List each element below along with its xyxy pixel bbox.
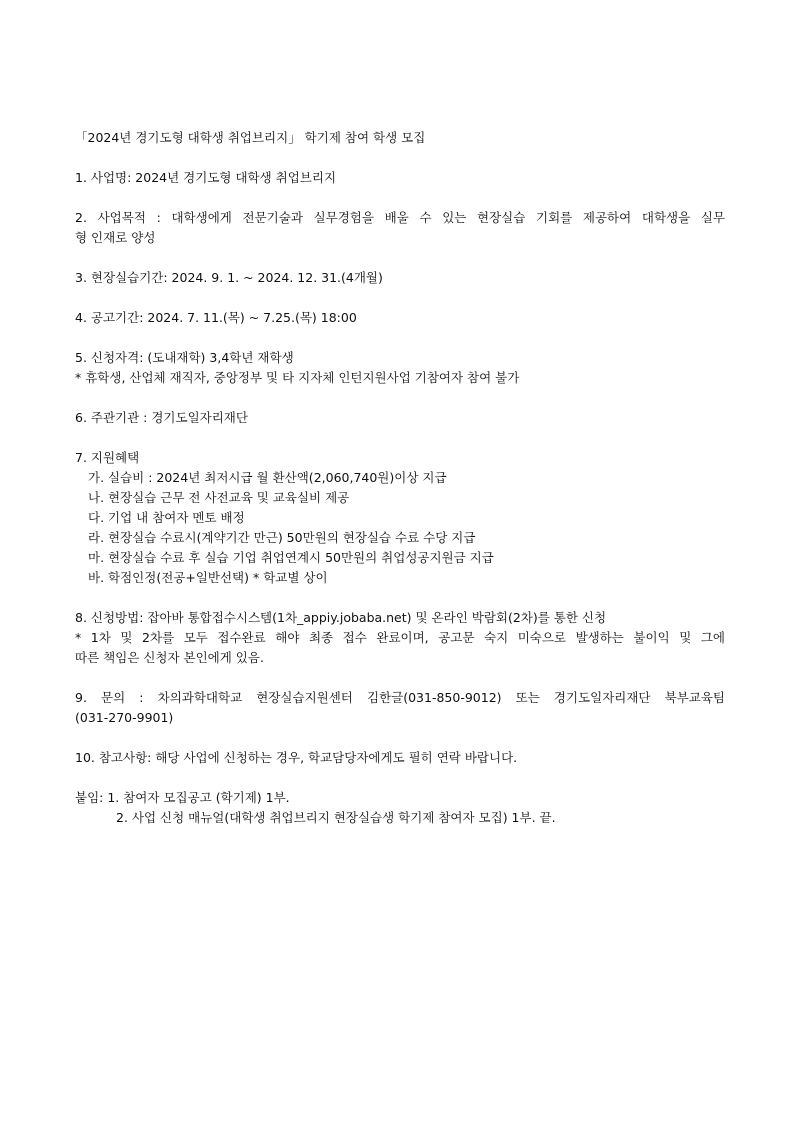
section-6-host-organization: 6. 주관기관 : 경기도일자리재단: [75, 410, 248, 425]
list-item: 나. 현장실습 근무 전 사전교육 및 교육실비 제공: [88, 490, 350, 505]
section-10-notes: 10. 참고사항: 해당 사업에 신청하는 경우, 학교담당자에게도 필히 연락 바랍니다.: [75, 750, 518, 765]
section-4-announcement-period: 4. 공고기간: 2024. 7. 11.(목) ~ 7.25.(목) 18:00: [75, 310, 357, 325]
list-item: 가. 실습비 : 2024년 최저시급 월 환산액(2,060,740원)이상 지급: [88, 470, 447, 485]
list-item: 마. 현장실습 수료 후 실습 기업 취업연계시 50만원의 취업성공지원금 지급: [88, 550, 494, 565]
section-9-inquiry-line-2: (031-270-9901): [75, 710, 174, 725]
document-body: [75, 128, 725, 828]
list-item: 다. 기업 내 참여자 멘토 배정: [88, 510, 245, 525]
section-7-benefits-heading: 7. 지원혜택: [75, 450, 140, 465]
section-8-note-line-1: * 1차 및 2차를 모두 접수완료 해야 최종 접수 완료이며, 공고문 숙지 미숙으로 발생하는 불이익 및 그에: [75, 630, 725, 645]
section-2-purpose-line-1: 2. 사업목적 : 대학생에게 전문기술과 실무경험을 배울 수 있는 현장실습 기회를 제공하여 대학생을 실무: [75, 210, 725, 225]
section-7-benefits-list: [75, 468, 725, 588]
section-5-eligibility-note: * 휴학생, 산업체 재직자, 중앙정부 및 타 지자체 인턴지원사업 기참여자 참여 불가: [75, 370, 520, 385]
attachment-2: 2. 사업 신청 매뉴얼(대학생 취업브리지 현장실습생 학기제 참여자 모집) 1부. 끝.: [116, 810, 556, 825]
section-5-eligibility: 5. 신청자격: (도내재학) 3,4학년 재학생: [75, 350, 294, 365]
section-8-application-method: 8. 신청방법: 잡아바 통합접수시스템(1차_appiy.jobaba.net) 및 온라인 박람회(2차)를 통한 신청: [75, 610, 607, 625]
document-title: 「2024년 경기도형 대학생 취업브리지」 학기제 참여 학생 모집: [75, 130, 426, 145]
section-3-internship-period: 3. 현장실습기간: 2024. 9. 1. ~ 2024. 12. 31.(4개월): [75, 270, 383, 285]
list-item: 라. 현장실습 수료시(계약기간 만근) 50만원의 현장실습 수료 수당 지급: [88, 530, 476, 545]
section-2-purpose-line-2: 형 인재로 양성: [75, 230, 156, 245]
section-9-inquiry-line-1: 9. 문의 : 차의과학대학교 현장실습지원센터 김한글(031-850-9012) 또는 경기도일자리재단 북부교육팀: [75, 690, 725, 705]
attachment-1: 붙임: 1. 참여자 모집공고 (학기제) 1부.: [75, 790, 290, 805]
list-item: 바. 학점인정(전공+일반선택) * 학교별 상이: [88, 570, 328, 585]
section-1-project-name: 1. 사업명: 2024년 경기도형 대학생 취업브리지: [75, 170, 337, 185]
section-8-note-line-2: 따른 책임은 신청자 본인에게 있음.: [75, 650, 264, 665]
